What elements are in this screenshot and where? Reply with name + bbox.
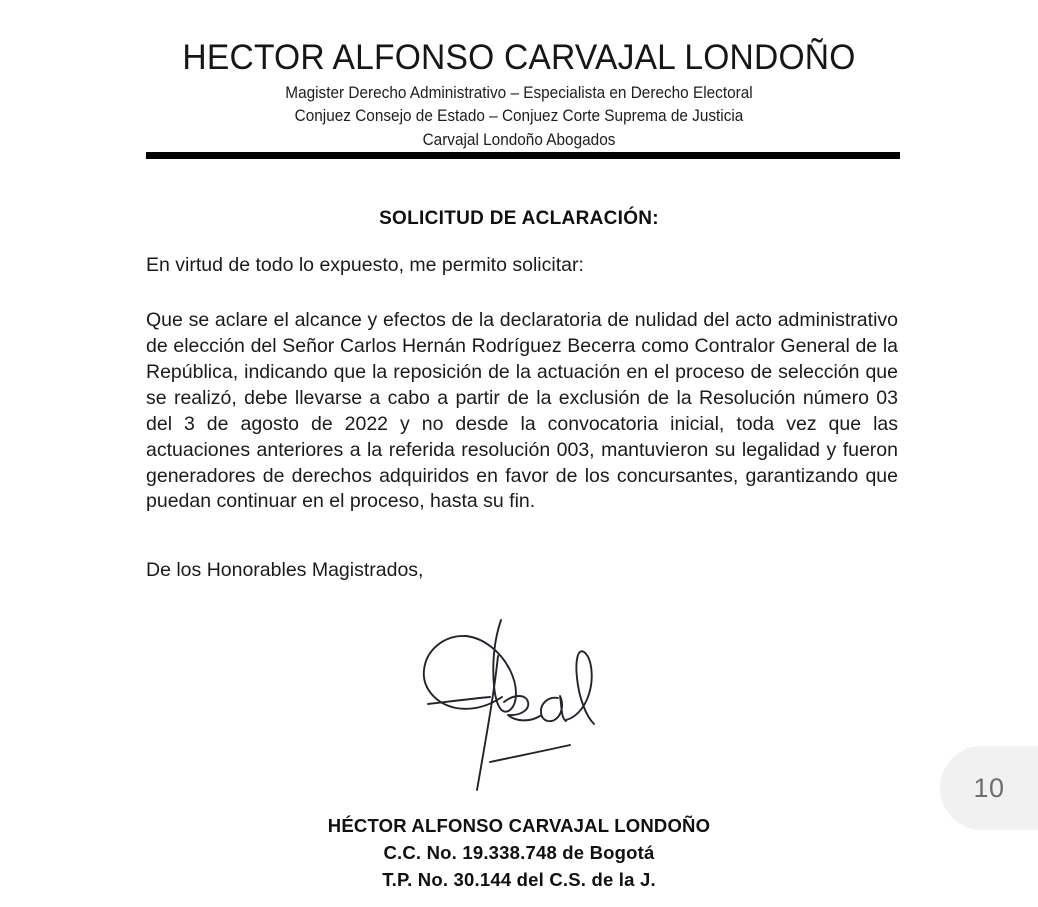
- document-intro-paragraph: En virtud de todo lo expuesto, me permito solicitar:: [146, 254, 584, 276]
- signatory-professional-card: T.P. No. 30.144 del C.S. de la J.: [382, 869, 656, 891]
- document-title: SOLICITUD DE ACLARACIÓN:: [379, 208, 659, 229]
- letterhead-divider: [146, 152, 900, 159]
- letterhead: [0, 40, 1038, 152]
- signature-strokes: [398, 598, 658, 803]
- letterhead-credential-line-1: Magister Derecho Administrativo – Especialista en Derecho Electoral: [285, 83, 753, 102]
- signatory-id-document: C.C. No. 19.338.748 de Bogotá: [383, 842, 655, 864]
- signatory-name: HÉCTOR ALFONSO CARVAJAL LONDOÑO: [327, 815, 711, 836]
- page-number-label: 10: [973, 772, 1005, 803]
- signature-block: [0, 812, 1038, 894]
- page-number-badge: [940, 746, 1038, 830]
- document-request-paragraph: Que se aclare el alcance y efectos de la declaratoria de nulidad del acto administrativo de elección del Señor Carlos Hernán Rodríguez Becerra como Contralor General de la República, indicando que la reposición de la actuación en el proceso de selección que se realizó, debe llevarse a cabo a partir de la exclusión de la Resolución número 03 del 3 de agosto de 2022 y no desde la convocatoria inicial, toda vez que las actuaciones anteriores a la referida resolución 003, mantuvieron su legalidad y fueron generadores de derechos adquiridos en favor de los concursantes, garantizando que puedan continuar en el proceso, hasta su fin.: [146, 309, 898, 513]
- handwritten-signature: [398, 598, 658, 803]
- letterhead-credentials: [36, 82, 1001, 152]
- letterhead-credential-line-2: Conjuez Consejo de Estado – Conjuez Corte Suprema de Justicia: [294, 107, 744, 126]
- document-closing-line: De los Honorables Magistrados,: [146, 559, 424, 581]
- letterhead-firm-name: Carvajal Londoño Abogados: [422, 130, 616, 149]
- letterhead-name: HECTOR ALFONSO CARVAJAL LONDOÑO: [182, 38, 856, 77]
